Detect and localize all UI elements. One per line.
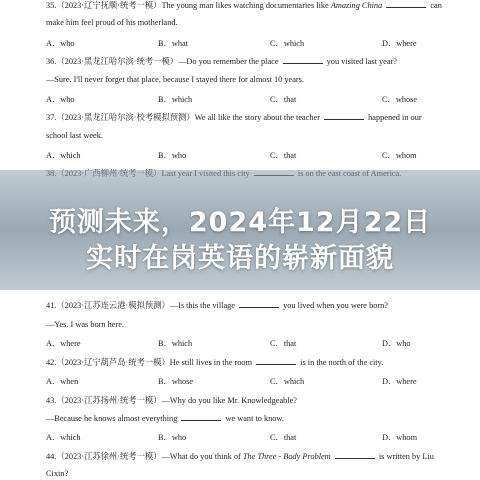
option-c: C．which	[270, 377, 305, 386]
option-a: A．who	[46, 95, 75, 104]
option-d: C．whom	[382, 151, 417, 160]
q41-line-1: 41.（2023·江苏连云港·模拟预测）—Is this the village you lived when you were born?	[46, 301, 388, 310]
q42-line-1: 42.（2023·辽宁葫芦岛·统考一模）He still lives in the room is in the north of the city.	[46, 358, 384, 367]
banner-title-line-1: 预测未来，2024年12月22日	[48, 207, 432, 238]
q43-line-1: 43.（2023·江苏扬州·统考一模）—Why do you like Mr. Knowledgeable?	[46, 396, 297, 405]
answer-blank	[324, 112, 364, 120]
answer-blank	[256, 357, 296, 365]
option-c: C．which	[270, 39, 305, 48]
option-a: A．which	[46, 433, 81, 442]
option-d: D．who	[382, 339, 411, 348]
answer-blank	[386, 0, 426, 8]
option-a: A．which	[46, 151, 81, 160]
option-c: C．that	[270, 339, 297, 348]
q42-options	[46, 376, 466, 387]
option-b: B．what	[158, 39, 188, 48]
option-d: D．where	[382, 377, 417, 386]
answer-blank	[283, 56, 323, 64]
option-c: C．that	[270, 151, 297, 160]
option-a: A．where	[46, 339, 81, 348]
answer-blank	[181, 413, 221, 421]
q37-line-2: school last week.	[46, 131, 103, 140]
q35-line-1: 35.（2023·辽宁抚顺·统考一模）The young man likes watching documentaries like Amazing China can	[46, 1, 442, 10]
q36-line-1: 36.（2023·黑龙江哈尔滨·统考一模）—Do you remember the place you visited last year?	[46, 57, 397, 66]
option-b: B．which	[158, 95, 193, 104]
answer-blank	[239, 300, 279, 308]
q36-options	[46, 94, 466, 105]
option-a: A．when	[46, 377, 79, 386]
q43-line-2: —Because he knows almost everything we want to know.	[46, 414, 284, 423]
option-b: B．which	[158, 339, 193, 348]
option-d: C．whose	[382, 95, 418, 104]
q44-line-1: 44.（2023·江苏徐州·统考一模）—What do you think of The Three - Body Problem is written by Liu	[46, 452, 434, 461]
q37-line-1: 37.（2023·黑龙江哈尔滨·校考模拟预测）We all like the story about the teacher happened in our	[46, 113, 422, 122]
q35-line-2: make him feel proud of his motherland.	[46, 18, 178, 27]
option-c: C．that	[270, 433, 297, 442]
q36-line-2: —Sure. I'll never forget that place, because I stayed there for almost 10 years.	[46, 75, 304, 84]
option-b: B．who	[158, 151, 187, 160]
option-d: D．where	[382, 39, 417, 48]
q41-line-2: —Yes. I was born here.	[46, 320, 124, 329]
option-a: A．who	[46, 39, 75, 48]
option-d: D．whom	[382, 433, 418, 442]
q37-options	[46, 150, 466, 161]
q44-line-2: Cixin?	[46, 469, 69, 478]
q41-options	[46, 338, 466, 349]
q35-options	[46, 38, 466, 49]
banner-title-line-2: 实时在岗英语的崭新面貌	[86, 243, 394, 274]
option-c: C．that	[270, 95, 297, 104]
q43-options	[46, 432, 466, 443]
option-b: B．who	[158, 433, 187, 442]
answer-blank	[335, 451, 375, 459]
option-b: B．whose	[158, 377, 194, 386]
